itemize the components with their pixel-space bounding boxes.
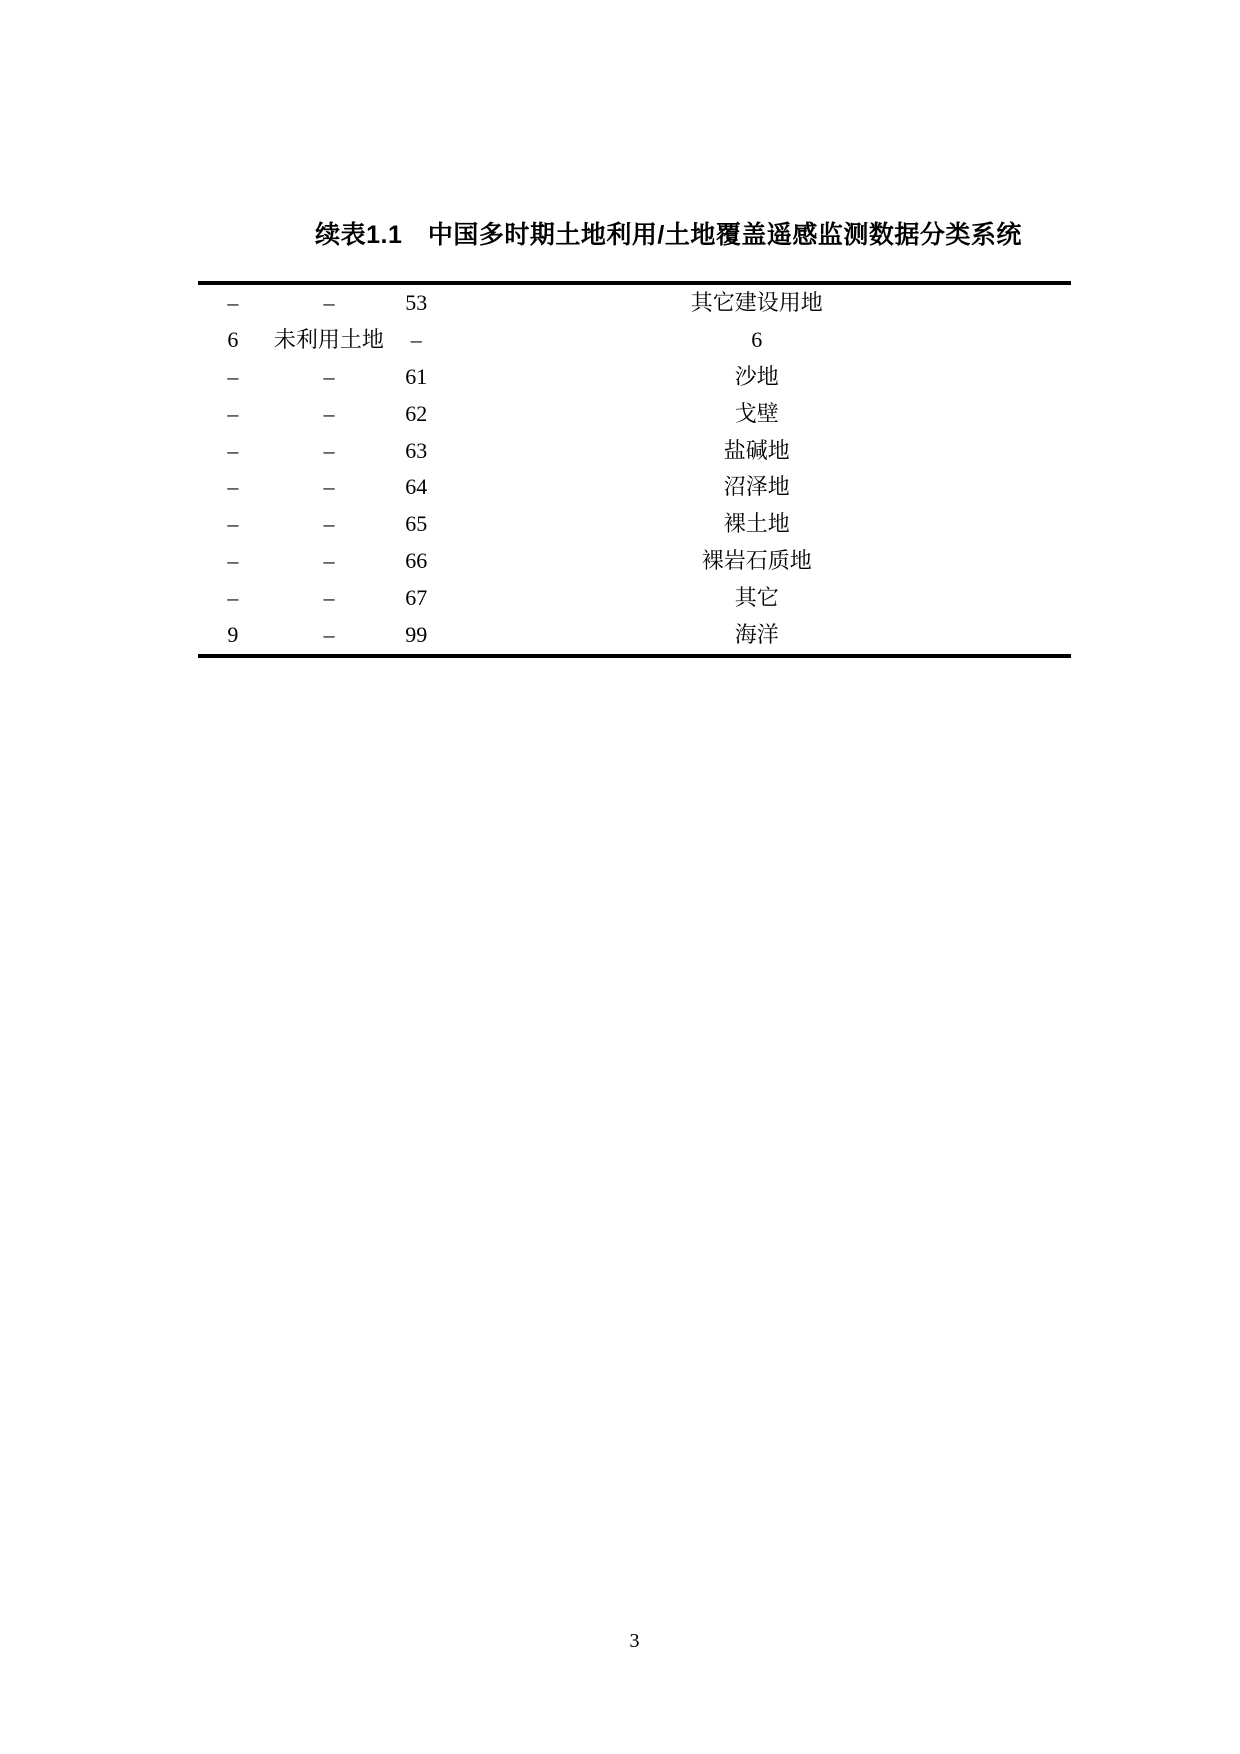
cell-l1-name: – [323,290,335,315]
cell-l1-name: – [323,363,335,389]
table-row [198,469,1071,506]
table-row [198,580,1071,617]
table-row [198,543,1071,580]
cell-l1-code: – [227,548,239,574]
table-row [198,322,1071,359]
cell-l2-code: 61 [405,363,428,389]
cell-l1-name: – [323,548,335,574]
cell-l1-code: – [227,400,239,426]
cell-l2-code: 67 [405,585,428,611]
cell-l1-name: – [323,622,335,648]
table-row [198,617,1071,654]
cell-l1-code: – [227,474,239,500]
cell-l2-name: 其它 [734,585,779,611]
cell-l1-name: – [323,511,335,537]
cell-l1-code: 9 [227,622,239,648]
cell-l1-code: – [227,585,239,611]
cell-l1-code: 6 [227,326,239,352]
cell-l2-name: 6 [751,326,763,352]
table-row [198,359,1071,396]
cell-l2-code: 65 [405,511,428,537]
cell-l1-name: – [323,437,335,463]
cell-l1-name: – [323,474,335,500]
cell-l2-name: 盐碱地 [723,437,790,463]
cell-l2-name: 沙地 [734,363,779,389]
cell-l2-name: 其它建设用地 [690,290,823,315]
cell-l2-code: 66 [405,548,428,574]
cell-l2-code: – [410,326,422,352]
cell-l2-code: 99 [405,622,428,648]
cell-l1-code: – [227,511,239,537]
cell-l1-name: – [323,585,335,611]
page-number: 3 [629,1630,640,1652]
cell-l2-code: 53 [405,290,428,315]
table-row [198,506,1071,543]
table-row [198,433,1071,470]
cell-l1-code: – [227,363,239,389]
table-title: 续表1.1 中国多时期土地利用/土地覆盖遥感监测数据分类系统 [315,221,1022,249]
table-row [198,396,1071,433]
cell-l1-name: – [323,400,335,426]
cell-l2-name: 沼泽地 [723,474,790,500]
cell-l2-name: 海洋 [734,622,779,648]
cell-l2-code: 62 [405,400,428,426]
cell-l1-code: – [227,290,239,315]
classification-table [198,281,1071,658]
cell-l2-name: 裸土地 [723,511,790,537]
cell-l2-name: 戈壁 [734,400,779,426]
cell-l2-code: 63 [405,437,428,463]
table-row [198,285,1071,322]
cell-l2-code: 64 [405,474,428,500]
cell-l1-name: 未利用土地 [273,326,384,352]
cell-l1-code: – [227,437,239,463]
cell-l2-name: 裸岩石质地 [701,548,812,574]
